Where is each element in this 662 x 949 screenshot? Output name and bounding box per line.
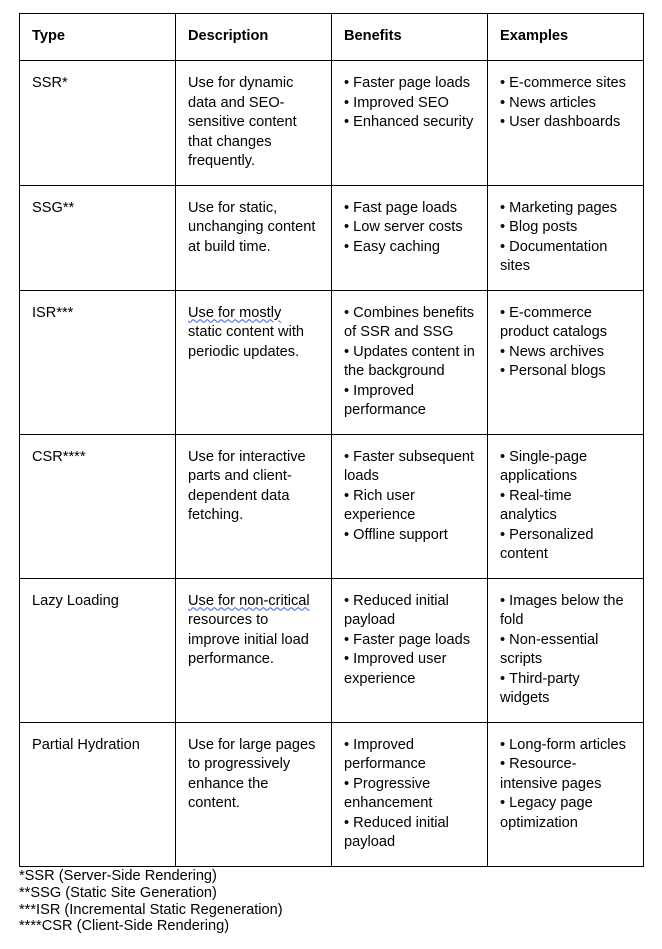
spellcheck-flagged-text[interactable]: Use for non-critical [188, 592, 310, 609]
list-item: • Personalized content [500, 526, 631, 565]
table-row [20, 61, 644, 186]
cell-examples [488, 434, 644, 578]
table-row [20, 722, 644, 866]
benefits-list [344, 448, 475, 546]
list-item: • Enhanced security [344, 113, 475, 133]
table-header-row [20, 14, 644, 61]
cell-description: Use for interactive parts and client-dependent data fetching. [176, 434, 332, 578]
list-item: • Reduced initial payload [344, 592, 475, 631]
description-text: static content with periodic updates. [188, 324, 304, 360]
list-item: • Improved performance [344, 736, 475, 775]
cell-examples [488, 722, 644, 866]
rendering-strategies-table [19, 13, 644, 867]
cell-benefits [332, 434, 488, 578]
list-item: • Progressive enhancement [344, 775, 475, 814]
list-item: • Faster page loads [344, 74, 475, 94]
list-item: • News articles [500, 94, 631, 114]
examples-list [500, 592, 631, 709]
examples-list [500, 304, 631, 382]
cell-description [176, 578, 332, 722]
footnote: **SSG (Static Site Generation) [19, 884, 217, 901]
list-item: • Rich user experience [344, 487, 475, 526]
list-item: • Improved SEO [344, 94, 475, 114]
table-row [20, 578, 644, 722]
table-row [20, 290, 644, 434]
cell-type: Lazy Loading [20, 578, 176, 722]
list-item: • Real-time analytics [500, 487, 631, 526]
list-item: • Offline support [344, 526, 475, 546]
cell-type: SSR* [20, 61, 176, 186]
list-item: • Single-page applications [500, 448, 631, 487]
list-item: • User dashboards [500, 113, 631, 133]
list-item: • Improved user experience [344, 650, 475, 689]
cell-examples [488, 185, 644, 290]
footnote: *SSR (Server-Side Rendering) [19, 868, 217, 884]
cell-examples [488, 290, 644, 434]
cell-benefits [332, 578, 488, 722]
benefits-list [344, 304, 475, 421]
cell-type: SSG** [20, 185, 176, 290]
list-item: • Reduced initial payload [344, 814, 475, 853]
footnotes [19, 868, 283, 935]
benefits-list [344, 199, 475, 258]
list-item: • Low server costs [344, 218, 475, 238]
list-item: • E-commerce sites [500, 74, 631, 94]
footnote: ****CSR (Client-Side Rendering) [19, 918, 230, 935]
cell-description [176, 290, 332, 434]
benefits-list [344, 592, 475, 690]
table-row [20, 434, 644, 578]
table-row [20, 185, 644, 290]
list-item: • Faster page loads [344, 631, 475, 651]
list-item: • Fast page loads [344, 199, 475, 219]
list-item: • Combines benefits of SSR and SSG [344, 304, 475, 343]
cell-description: Use for static, unchanging content at build time. [176, 185, 332, 290]
cell-benefits [332, 61, 488, 186]
header-benefits: Benefits [332, 14, 488, 61]
cell-type: CSR**** [20, 434, 176, 578]
cell-benefits [332, 185, 488, 290]
cell-type: ISR*** [20, 290, 176, 434]
cell-benefits [332, 290, 488, 434]
header-type: Type [20, 14, 176, 61]
examples-list [500, 199, 631, 277]
list-item: • Easy caching [344, 238, 475, 258]
list-item: • Faster subsequent loads [344, 448, 475, 487]
list-item: • Third-party widgets [500, 670, 631, 709]
list-item: • Personal blogs [500, 362, 631, 382]
examples-list [500, 448, 631, 565]
list-item: • Non-essential scripts [500, 631, 631, 670]
cell-benefits [332, 722, 488, 866]
description-text: resources to improve initial load performance. [188, 612, 309, 667]
list-item: • Blog posts [500, 218, 631, 238]
list-item: • E-commerce product catalogs [500, 304, 631, 343]
list-item: • Legacy page optimization [500, 794, 631, 833]
cell-examples [488, 61, 644, 186]
list-item: • Documentation sites [500, 238, 631, 277]
cell-examples [488, 578, 644, 722]
list-item: • News archives [500, 343, 631, 363]
benefits-list [344, 736, 475, 853]
header-examples: Examples [488, 14, 644, 61]
list-item: • Improved performance [344, 382, 475, 421]
cell-type: Partial Hydration [20, 722, 176, 866]
list-item: • Images below the fold [500, 592, 631, 631]
list-item: • Updates content in the background [344, 343, 475, 382]
spellcheck-flagged-text[interactable]: Use for mostly [188, 304, 282, 321]
benefits-list [344, 74, 475, 133]
examples-list [500, 736, 631, 834]
cell-description: Use for dynamic data and SEO-sensitive content that changes frequently. [176, 61, 332, 186]
list-item: • Marketing pages [500, 199, 631, 219]
header-description: Description [176, 14, 332, 61]
list-item: • Long-form articles [500, 736, 631, 756]
footnote: ***ISR (Incremental Static Regeneration) [19, 901, 283, 918]
list-item: • Resource-intensive pages [500, 755, 631, 794]
examples-list [500, 74, 631, 133]
cell-description: Use for large pages to progressively enhance the content. [176, 722, 332, 866]
